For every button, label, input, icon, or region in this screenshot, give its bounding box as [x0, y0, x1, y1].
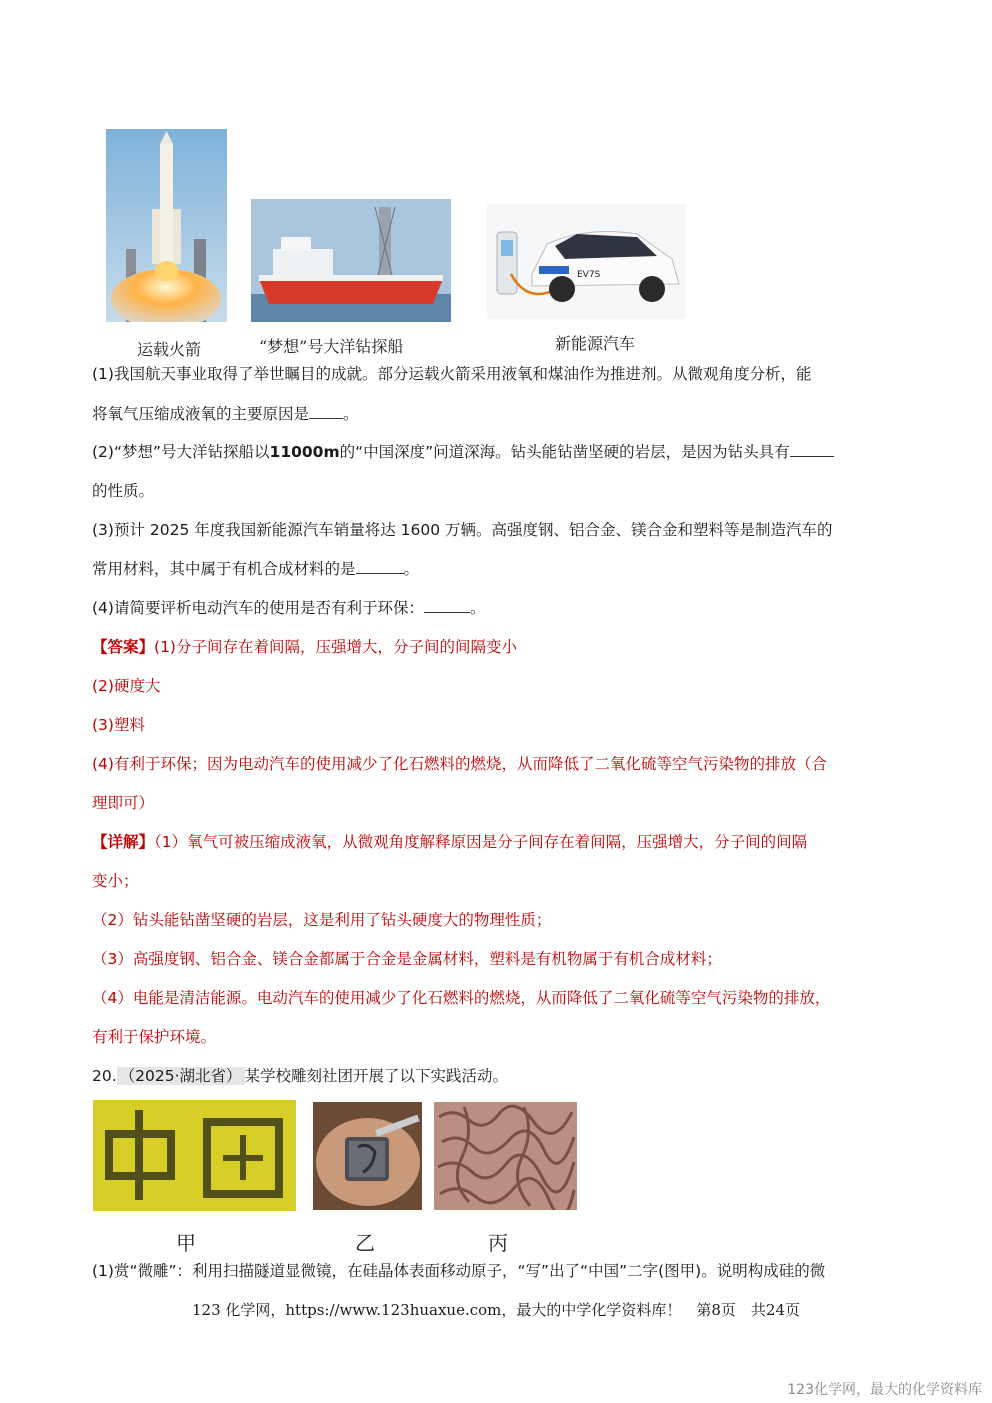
question-2-text-pre: (2)“梦想”号大洋钻探船以 [92, 443, 270, 461]
question-3-line-2 [92, 559, 419, 579]
explanation-line-1 [92, 832, 807, 852]
answer-4-line-1: (4)有利于环保；因为电动汽车的使用减少了化石燃料的燃烧，从而降低了二氧化硫等空气污染物的排放（合 [92, 755, 827, 773]
end-mark: 。 [469, 599, 486, 617]
caption-yi: 乙 [355, 1231, 375, 1255]
question-1-line-1: (1)我国航天事业取得了举世瞩目的成就。部分运载火箭采用液氧和煤油作为推进剂。从微观角度分析，能 [92, 365, 812, 383]
answer-2: (2)硬度大 [92, 677, 161, 695]
explanation-4-line-2: 有利于保护环境。 [92, 1028, 217, 1046]
depth-value: 11000m [269, 443, 340, 461]
answer-4-line-2: 理即可） [92, 794, 155, 812]
rocket-caption: 运载火箭 [137, 340, 202, 359]
answer-blank [790, 442, 834, 457]
answer-blank [356, 559, 404, 574]
end-mark: 。 [343, 405, 359, 423]
caption-bing: 丙 [488, 1231, 508, 1255]
ship-caption: “梦想”号大洋钻探船 [259, 337, 404, 356]
question-number: 20. [92, 1067, 117, 1085]
silicon-atom-image [93, 1100, 296, 1211]
car-plate: EV7S [577, 270, 601, 280]
explanation-2: （2）钻头能钻凿坚硬的岩层，这是利用了钻头硬度大的物理性质； [92, 911, 552, 929]
car-caption: 新能源汽车 [555, 334, 636, 353]
explanation-label: 【详解】 [92, 833, 155, 851]
answer-line-1 [92, 637, 517, 657]
question-2-text-post: 的“中国深度”问道深海。钻头能钻凿坚硬的岩层，是因为钻头具有 [339, 443, 790, 461]
new-energy-car-image [487, 204, 686, 319]
explanation-1-cont: 变小； [92, 872, 139, 890]
question-2-line-1 [92, 442, 834, 462]
answer-label: 【答案】 [92, 638, 155, 656]
explanation-3: （3）高强度钢、铝合金、镁合金都属于合金是金属材料，塑料是有机物属于有机合成材料； [92, 950, 722, 968]
answer-blank [424, 598, 470, 613]
rocket-image [106, 129, 227, 322]
question-1-line-2 [92, 404, 359, 424]
explanation-4-line-1: （4）电能是清洁能源。电动汽车的使用减少了化石燃料的燃烧，从而降低了二氧化硫等空气污染物的排放， [92, 989, 831, 1007]
drill-ship-image [251, 199, 451, 322]
page-footer: 123 化学网，https://www.123huaxue.com，最大的中学化学资料库！ 第8页 共24页 [191, 1301, 801, 1319]
end-mark: 。 [403, 560, 420, 578]
question-20-text: 某学校雕刻社团开展了以下实践活动。 [244, 1067, 509, 1085]
question-4-line [92, 598, 485, 618]
question-20-header [92, 1066, 508, 1086]
source-tag: （2025·湖北省） [117, 1067, 245, 1085]
explanation-1: （1）氧气可被压缩成液氧，从微观角度解释原因是分子间存在着间隔，压强增大，分子间的间隔 [154, 833, 808, 851]
question-1-text: 将氧气压缩成液氧的主要原因是 [92, 405, 310, 423]
question-2-line-2: 的性质。 [92, 482, 155, 500]
question-3-text: 常用材料，其中属于有机合成材料的是 [92, 560, 356, 578]
caption-jia: 甲 [176, 1231, 196, 1255]
answer-1: (1)分子间存在着间隔，压强增大，分子间的间隔变小 [154, 638, 517, 656]
question-4-text: (4)请简要评析电动汽车的使用是否有利于环保： [92, 599, 424, 617]
question-3-line-1: (3)预计 2025 年度我国新能源汽车销量将达 1600 万辆。高强度钢、铝合金、镁合金和塑料等是制造汽车的 [92, 521, 833, 539]
seal-carving-image [313, 1102, 422, 1210]
question-20-sub-1: (1)赏“微雕”：利用扫描隧道显微镜，在硅晶体表面移动原子，“写”出了“中国”二字(图甲)。说明构成硅的微 [92, 1262, 826, 1280]
answer-3: (3)塑料 [92, 716, 145, 734]
etched-pattern-image [434, 1102, 577, 1210]
watermark: 123化学网，最大的化学资料库 [787, 1382, 982, 1398]
answer-blank [309, 404, 343, 419]
